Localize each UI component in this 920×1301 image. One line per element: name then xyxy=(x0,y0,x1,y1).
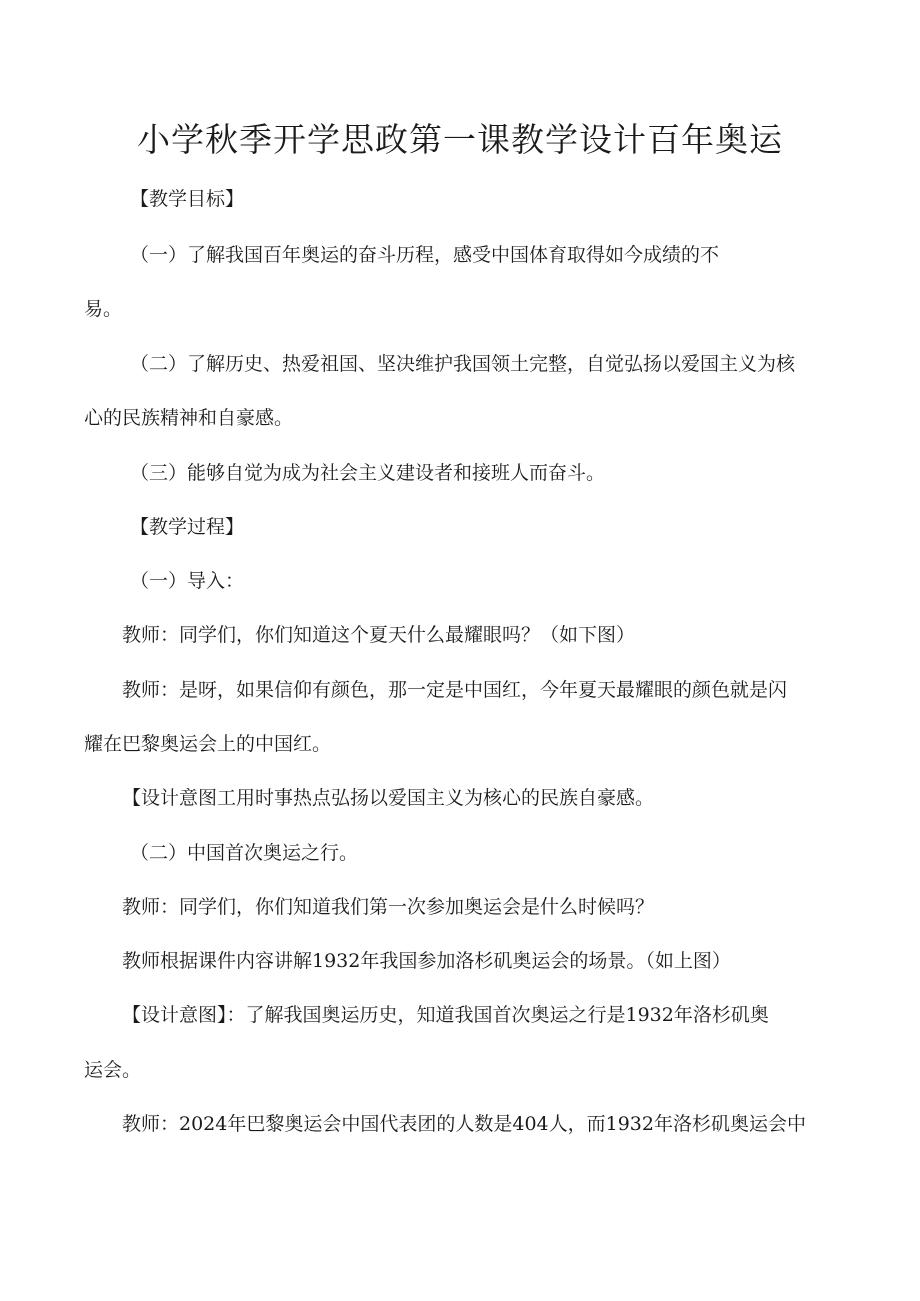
section-heading-process: 【教学过程】 xyxy=(130,516,245,538)
design-intent-line: 【设计意图工用时事热点弘扬以爱国主义为核心的民族自豪感。 xyxy=(122,787,655,809)
paragraph-line: 教师：是呀，如果信仰有颜色，那一定是中国红，今年夏天最耀眼的颜色就是闪 xyxy=(122,679,788,701)
section-heading-objectives: 【教学目标】 xyxy=(130,188,245,210)
paragraph-line: 教师：2024年巴黎奥运会中国代表团的人数是404人，而1932年洛杉矶奥运会中 xyxy=(122,1113,806,1135)
paragraph-line: 运会。 xyxy=(84,1059,142,1081)
document-title: 小学秋季开学思政第一课教学设计百年奥运 xyxy=(137,120,783,159)
paragraph-line: 教师根据课件内容讲解1932年我国参加洛杉矶奥运会的场景。（如上图） xyxy=(122,950,731,972)
paragraph-line: （三）能够自觉为成为社会主义建设者和接班人而奋斗。 xyxy=(130,462,606,484)
paragraph-line: 教师：同学们，你们知道这个夏天什么最耀眼吗？（如下图） xyxy=(122,624,636,646)
paragraph-line: （二）了解历史、热爱祖国、坚决维护我国领土完整，自觉弘扬以爱国主义为核 xyxy=(130,353,796,375)
subsection-heading: （二）中国首次奥运之行。 xyxy=(130,842,359,864)
paragraph-line: （一）了解我国百年奥运的奋斗历程，感受中国体育取得如今成绩的不 xyxy=(130,244,720,266)
paragraph-line: 心的民族精神和自豪感。 xyxy=(84,407,294,429)
design-intent-line: 【设计意图】：了解我国奥运历史，知道我国首次奥运之行是1932年洛杉矶奥 xyxy=(122,1004,769,1026)
paragraph-line: 耀在巴黎奥运会上的中国红。 xyxy=(84,733,332,755)
paragraph-line: 教师：同学们，你们知道我们第一次参加奥运会是什么时候吗？ xyxy=(122,896,655,918)
subsection-heading: （一）导入： xyxy=(130,570,245,592)
paragraph-line: 易。 xyxy=(84,298,123,320)
